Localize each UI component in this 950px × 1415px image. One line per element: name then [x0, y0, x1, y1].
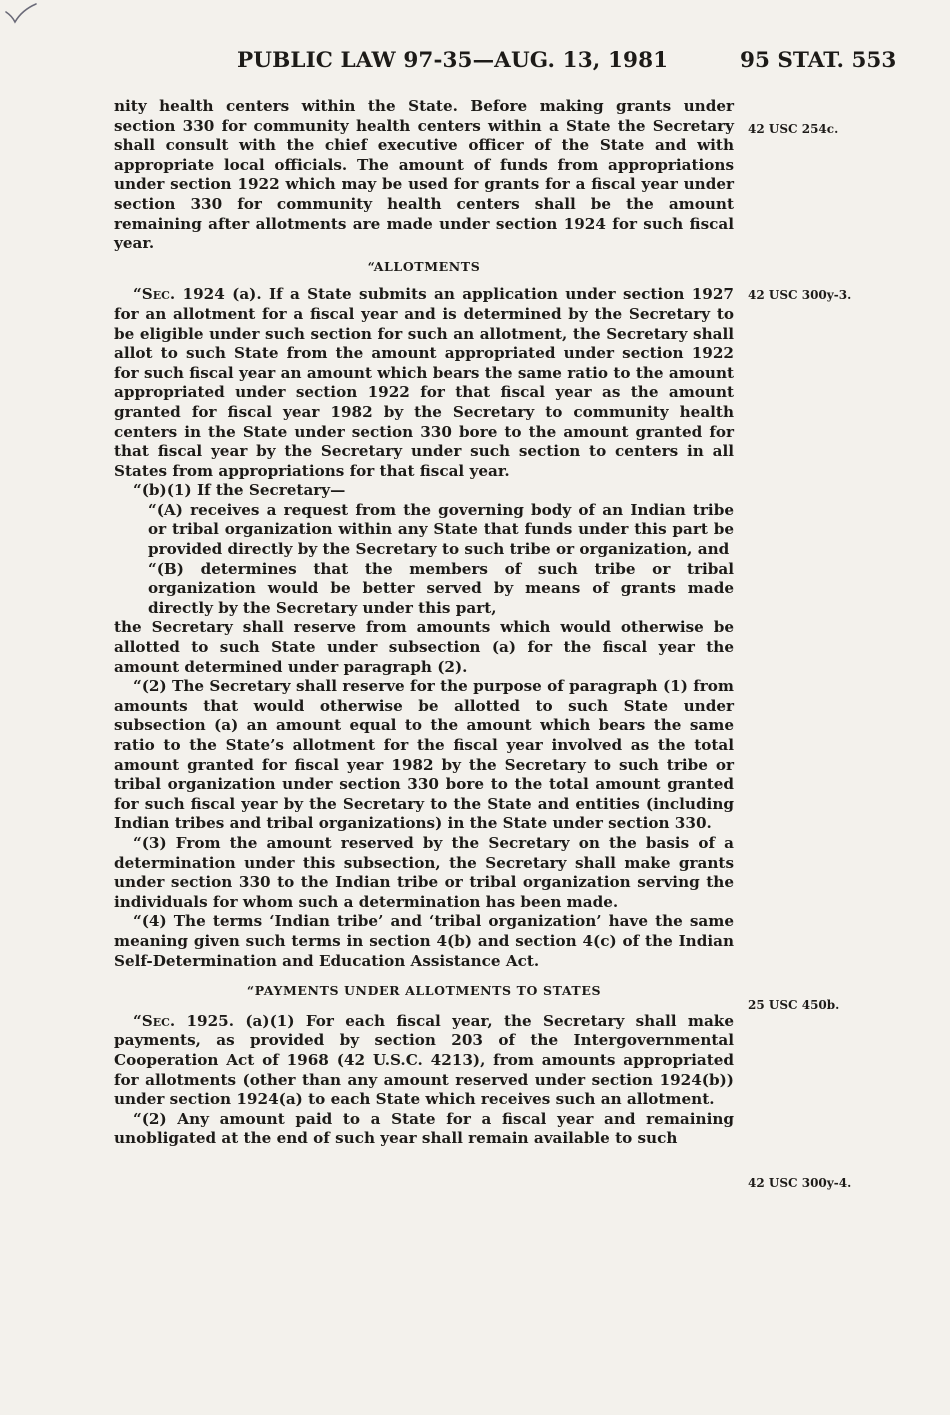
paragraph: the Secretary shall reserve from amounts which would otherwise be allotted to such State under subsection (a) for the fiscal year the amount determined under paragraph (2). [114, 618, 734, 676]
section-label: “ [133, 1011, 142, 1030]
paragraph: “(4) The terms ‘Indian tribe’ and ‘tribal organization’ have the same meaning given such terms in section 4(b) and section 4(c) of the Indian Self-Determination and Education Assistance Act. [114, 912, 734, 970]
paragraph: “(3) From the amount reserved by the Secretary on the basis of a determination under this subsection, the Secretary shall make grants under section 330 to the Indian tribe or tribal organization serving the individuals for whom such a determination has been made. [114, 833, 734, 911]
margin-note: 25 USC 450b. [748, 998, 840, 1012]
checkmark-icon [4, 2, 38, 26]
paragraph: nity health centers within the State. Before making grants under section 330 for community health centers within a State the Secretary shall consult with the chief executive officer of the State and with appropriate local officials. The amount of funds from appropriations under section 1922 which may be used for grants for a fiscal year under section 330 for community health centers shall be the amount remaining after allotments are made under section 1924 for such fiscal year. [114, 97, 734, 253]
margin-note: 42 USC 300y-3. [748, 288, 852, 302]
section-heading: “ALLOTMENTS [367, 258, 481, 274]
subparagraph: “(A) receives a request from the governing body of an Indian tribe or tribal organization within any State that funds under this part be provided directly by the Secretary to such tribe or organization, and [148, 500, 734, 559]
section-label: “ [133, 285, 142, 304]
section-abbreviation: Sec. [141, 285, 176, 304]
paragraph: “(2) Any amount paid to a State for a fiscal year and remaining unobligated at the end of such year shall remain available to such [114, 1109, 734, 1148]
running-head: PUBLIC LAW 97-35—AUG. 13, 1981 [237, 48, 669, 73]
section-heading: “PAYMENTS UNDER ALLOTMENTS TO STATES [246, 983, 602, 999]
paragraph: “(2) The Secretary shall reserve for the purpose of paragraph (1) from amounts that would otherwise be allotted to such State under subsection (a) an amount equal to the amount which bears the same ratio to the State’s allotment for the fiscal year involved as the total amount granted for fiscal year 1982 by the Secretary to such tribe or tribal organization under section 330 bore to the total amount granted for such fiscal year by the Secretary to the State and entities (including Indian tribes and tribal organizations) in the State under section 330. [114, 677, 734, 833]
margin-note: 42 USC 300y-4. [748, 1176, 852, 1190]
page-number: 95 STAT. 553 [740, 48, 897, 73]
section-abbreviation: Sec. [141, 1011, 176, 1030]
margin-note: 42 USC 254c. [748, 122, 839, 136]
paragraph [114, 1012, 734, 1110]
paragraph-text: 1924 (a). If a State submits an application under section 1927 for an allotment for a fiscal year and is determined by the Secretary to be eligible under such section for such an allotment, the Secretary shall allot to such State from the amount appropriated under section 1922 for such fiscal year an amount which bears the same ratio to the amount appropriated under section 1922 for that fiscal year as the amount granted for fiscal year 1982 by the Secretary to community health centers in the State under section 330 bore to the amount granted for that fiscal year by the Secretary under such section to centers in all States from appropriations for that fiscal year. [114, 285, 734, 480]
body-text [114, 97, 734, 1149]
paragraph: “(b)(1) If the Secretary— [133, 481, 346, 500]
paragraph-text: 1925. (a)(1) For each fiscal year, the Secretary shall make payments, as provided by section 203 of the Intergovernmental Cooperation Act of 1968 (42 U.S.C. 4213), from amounts appropriated for allotments (other than any amount reserved under section 1924(b)) under section 1924(a) to each State which receives such an allotment. [114, 1011, 734, 1109]
subparagraph: “(B) determines that the members of such tribe or tribal organization would be better served by means of grants made directly by the Secretary under this part, [148, 559, 734, 617]
paragraph [114, 285, 734, 481]
